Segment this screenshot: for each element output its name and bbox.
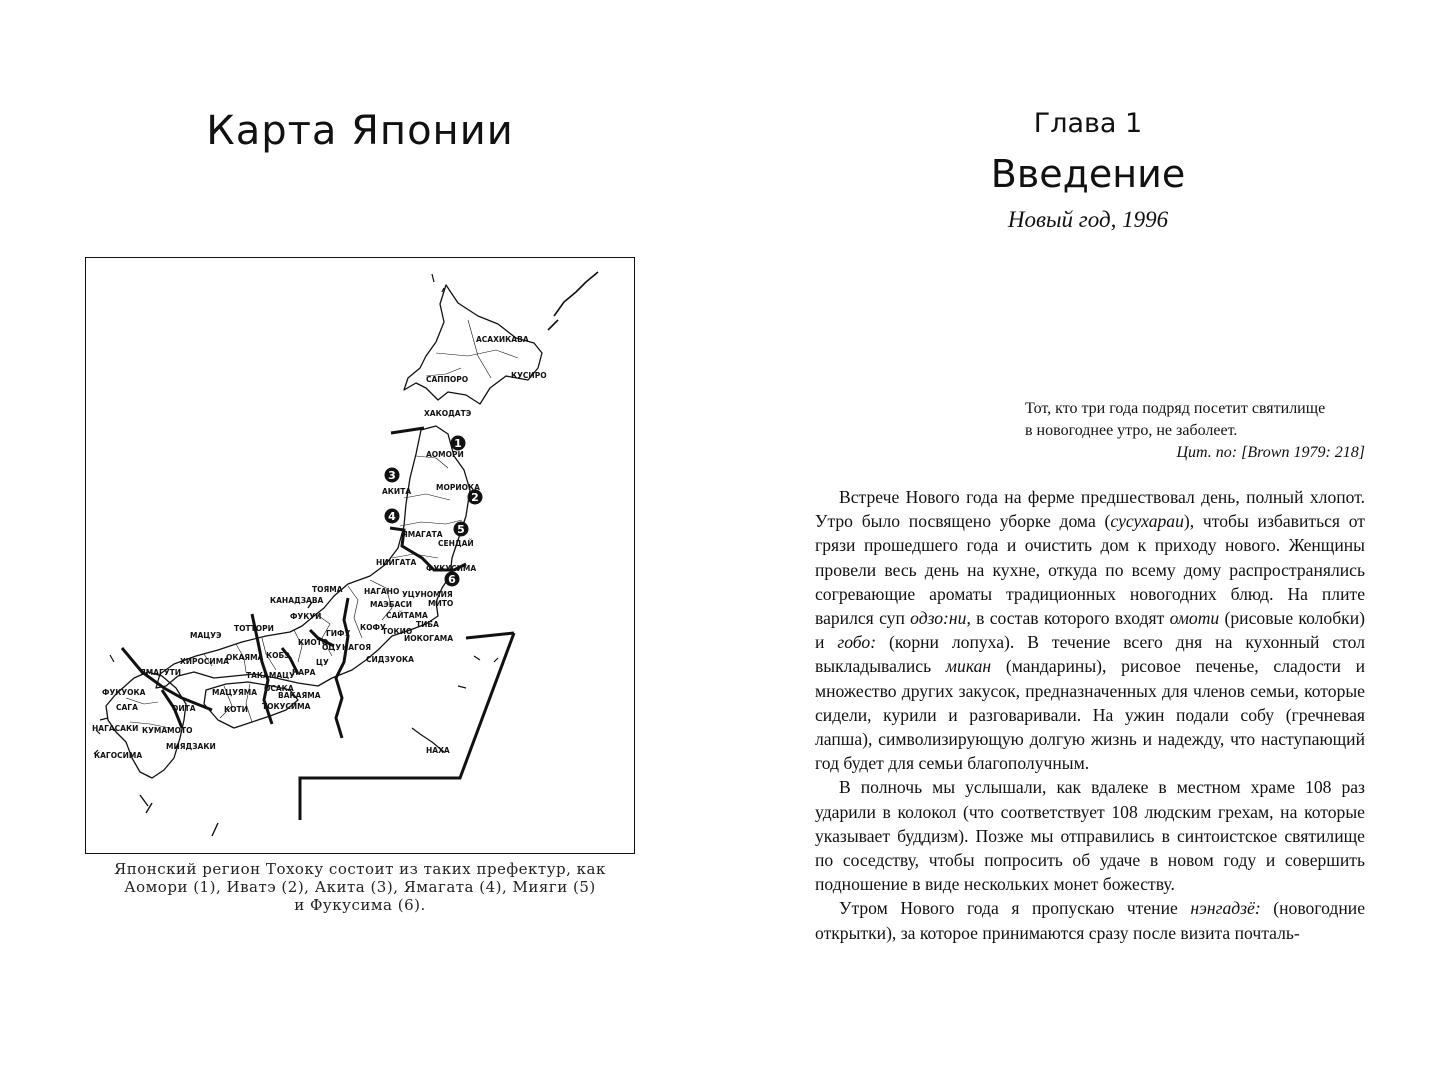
svg-text:4: 4	[388, 510, 396, 523]
svg-text:3: 3	[388, 469, 396, 482]
svg-text:ОЦУ: ОЦУ	[322, 643, 342, 652]
svg-text:АКИТА: АКИТА	[382, 487, 412, 496]
svg-text:САППОРО: САППОРО	[426, 375, 469, 384]
svg-text:СЕНДАЙ: СЕНДАЙ	[438, 539, 474, 548]
city-labels	[92, 335, 547, 760]
svg-text:МАЦУЭ: МАЦУЭ	[190, 631, 222, 640]
svg-text:ТАКАМАЦУ: ТАКАМАЦУ	[246, 671, 295, 680]
svg-text:КАГОСИМА: КАГОСИМА	[94, 751, 143, 760]
svg-text:ТИБА: ТИБА	[416, 620, 439, 629]
svg-text:ХИРОСИМА: ХИРОСИМА	[180, 657, 229, 666]
map-of-japan	[85, 257, 635, 854]
svg-text:ЯМАГУТИ: ЯМАГУТИ	[140, 668, 181, 677]
svg-text:ТОКУСИМА: ТОКУСИМА	[262, 702, 311, 711]
svg-text:МАЦУЯМА: МАЦУЯМА	[212, 688, 258, 697]
paragraph-2: В полночь мы услышали, как вдалеке в местном храме 108 раз ударили в колокол (что соответствует 108 людским грехам, на которые указывает буддизм). Позже мы отправились в синтоистское святилище по соседству, чтобы попросить об удаче в новом году и совершить подношение в виде нескольких монет божеству.	[815, 777, 1365, 895]
svg-text:ОКАЯМА: ОКАЯМА	[226, 653, 264, 662]
svg-text:ЦУ: ЦУ	[316, 658, 329, 667]
svg-text:ТОЯМА: ТОЯМА	[312, 585, 343, 594]
hokkaido-outline	[404, 285, 542, 404]
svg-text:ОИТА: ОИТА	[172, 704, 196, 713]
svg-text:НИИГАТА: НИИГАТА	[376, 558, 417, 567]
svg-text:КУМАМОТО: КУМАМОТО	[142, 726, 193, 735]
map-caption: Японский регион Тохоку состоит из таких префектур, как Аомори (1), Иватэ (2), Акита (3), Ямагата (4), Мияги (5) и Фукусима (6).	[114, 860, 606, 914]
epigraph	[1025, 398, 1365, 464]
svg-text:КОБЭ: КОБЭ	[266, 651, 290, 660]
svg-text:НАГОЯ: НАГОЯ	[342, 643, 372, 652]
svg-text:ИОКОГАМА: ИОКОГАМА	[404, 634, 454, 643]
svg-text:АОМОРИ: АОМОРИ	[426, 450, 464, 459]
body-text	[815, 485, 1365, 945]
svg-text:КАНАДЗАВА: КАНАДЗАВА	[270, 596, 324, 605]
epigraph-line: Тот, кто три года подряд посетит святилище	[1025, 400, 1326, 417]
svg-text:ОСАКА: ОСАКА	[264, 684, 294, 693]
svg-text:КОТИ: КОТИ	[224, 705, 248, 714]
paragraph-1: Встрече Нового года на ферме предшествовал день, полный хлопот. Утро было посвящено уборке дома (сусухараи), чтобы избавиться от грязи прошедшего года и очистить дом к приходу нового. Женщины провели весь день на кухне, откуда по всему дому распространялись согревающие ароматы традиционных новогодних блюд. На плите варился суп одзо:ни, в состав которого входят омоти (рисовые колобки) и гобо: (корни лопуха). В течение всего дня на кухонный стол выкладывались микан (мандарины), рисовое печенье, сладости и множество других закусок, предназначенных для членов семьи, которые сидели, курили и разговаривали. На ужин подали собу (гречневая лапша), символизирующую долгую жизнь и надежду, что наступающий год будет для семьи благополучным.	[815, 487, 1365, 774]
paragraph-3: Утром Нового года я пропускаю чтение нэнгадзё: (новогодние открытки), за которое принимаются сразу после визита почталь-	[815, 898, 1366, 943]
svg-text:КУСИРО: КУСИРО	[511, 371, 547, 380]
svg-text:ТОКИО: ТОКИО	[382, 627, 413, 636]
svg-text:2: 2	[471, 491, 479, 504]
chapter-subtitle: Новый год, 1996	[1007, 207, 1169, 232]
svg-text:МОРИОКА: МОРИОКА	[436, 483, 480, 492]
svg-text:ХАКОДАТЭ: ХАКОДАТЭ	[424, 409, 472, 418]
epigraph-source: Цит. по: [Brown 1979: 218]	[1176, 444, 1365, 461]
svg-text:САЙТАМА: САЙТАМА	[386, 611, 428, 620]
chapter-title: Введение	[990, 152, 1186, 196]
svg-text:ФУКУСИМА: ФУКУСИМА	[426, 564, 477, 573]
map-title: Карта Японии	[206, 108, 514, 154]
svg-text:5: 5	[457, 523, 465, 536]
svg-text:КОФУ: КОФУ	[360, 623, 386, 632]
svg-text:НАРА: НАРА	[292, 668, 316, 677]
svg-text:МАЭБАСИ: МАЭБАСИ	[370, 600, 413, 609]
svg-text:НАХА: НАХА	[426, 746, 450, 755]
svg-text:ФУКУОКА: ФУКУОКА	[102, 688, 146, 697]
svg-text:ФУКУИ: ФУКУИ	[290, 612, 322, 621]
svg-text:АСАХИКАВА: АСАХИКАВА	[476, 335, 529, 344]
epigraph-line: в новогоднее утро, не заболеет.	[1025, 422, 1238, 439]
svg-text:УЦУНОМИЯ: УЦУНОМИЯ	[402, 590, 453, 599]
svg-text:6: 6	[448, 573, 456, 586]
svg-text:ЯМАГАТА: ЯМАГАТА	[402, 530, 443, 539]
japan-map-svg	[86, 258, 634, 853]
svg-text:СИДЗУОКА: СИДЗУОКА	[366, 655, 414, 664]
svg-text:МИТО: МИТО	[428, 599, 454, 608]
svg-text:КИОТО: КИОТО	[298, 638, 329, 647]
svg-text:1: 1	[454, 437, 462, 450]
svg-text:ВАКАЯМА: ВАКАЯМА	[278, 691, 321, 700]
svg-text:ГИФУ: ГИФУ	[326, 629, 351, 638]
svg-text:НАГАСАКИ: НАГАСАКИ	[92, 724, 139, 733]
svg-text:НАГАНО: НАГАНО	[364, 587, 400, 596]
svg-text:МИЯДЗАКИ: МИЯДЗАКИ	[166, 742, 216, 751]
svg-text:САГА: САГА	[116, 703, 138, 712]
right-page	[720, 0, 1440, 1080]
svg-text:ТОТТОРИ: ТОТТОРИ	[234, 624, 274, 633]
chapter-label: Глава 1	[1033, 108, 1143, 139]
